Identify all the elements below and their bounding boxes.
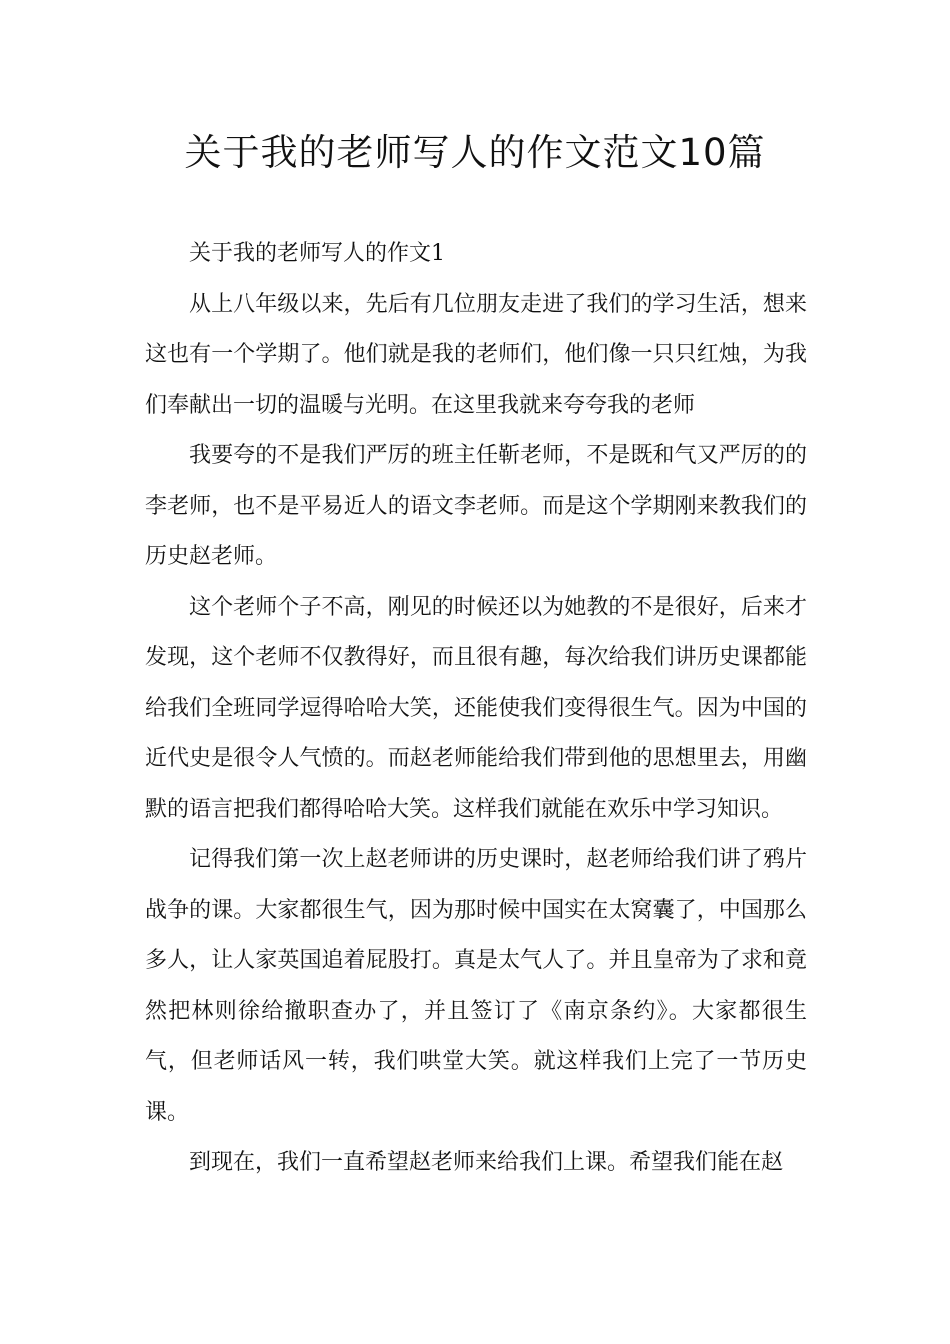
document-title: 关于我的老师写人的作文范文10篇 <box>184 131 766 174</box>
paragraph: 记得我们第一次上赵老师讲的历史课时，赵老师给我们讲了鸦片战争的课。大家都很生气，因为那时候中国实在太窝囊了，中国那么多人，让人家英国追着屁股打。真是太气人了。并且皇帝为了求和竟然把林则徐给撤职查办了，并且签订了《南京条约》。大家都很生气，但老师话风一转，我们哄堂大笑。就这样我们上完了一节历史课。 <box>145 847 807 1125</box>
document-body <box>145 229 807 1189</box>
essay-subheading: 关于我的老师写人的作文1 <box>189 241 445 266</box>
paragraph: 到现在，我们一直希望赵老师来给我们上课。希望我们能在赵 <box>189 1150 784 1175</box>
paragraph: 我要夸的不是我们严厉的班主任靳老师，不是既和气又严厉的的李老师，也不是平易近人的语文李老师。而是这个学期刚来教我们的历史赵老师。 <box>145 443 807 569</box>
paragraph: 这个老师个子不高，刚见的时候还以为她教的不是很好，后来才发现，这个老师不仅教得好，而且很有趣，每次给我们讲历史课都能给我们全班同学逗得哈哈大笑，还能使我们变得很生气。因为中国的近代史是很令人气愤的。而赵老师能给我们带到他的思想里去，用幽默的语言把我们都得哈哈大笑。这样我们就能在欢乐中学习知识。 <box>145 594 807 822</box>
paragraph: 从上八年级以来，先后有几位朋友走进了我们的学习生活，想来这也有一个学期了。他们就是我的老师们，他们像一只只红烛，为我们奉献出一切的温暖与光明。在这里我就来夸夸我的老师 <box>145 291 807 418</box>
